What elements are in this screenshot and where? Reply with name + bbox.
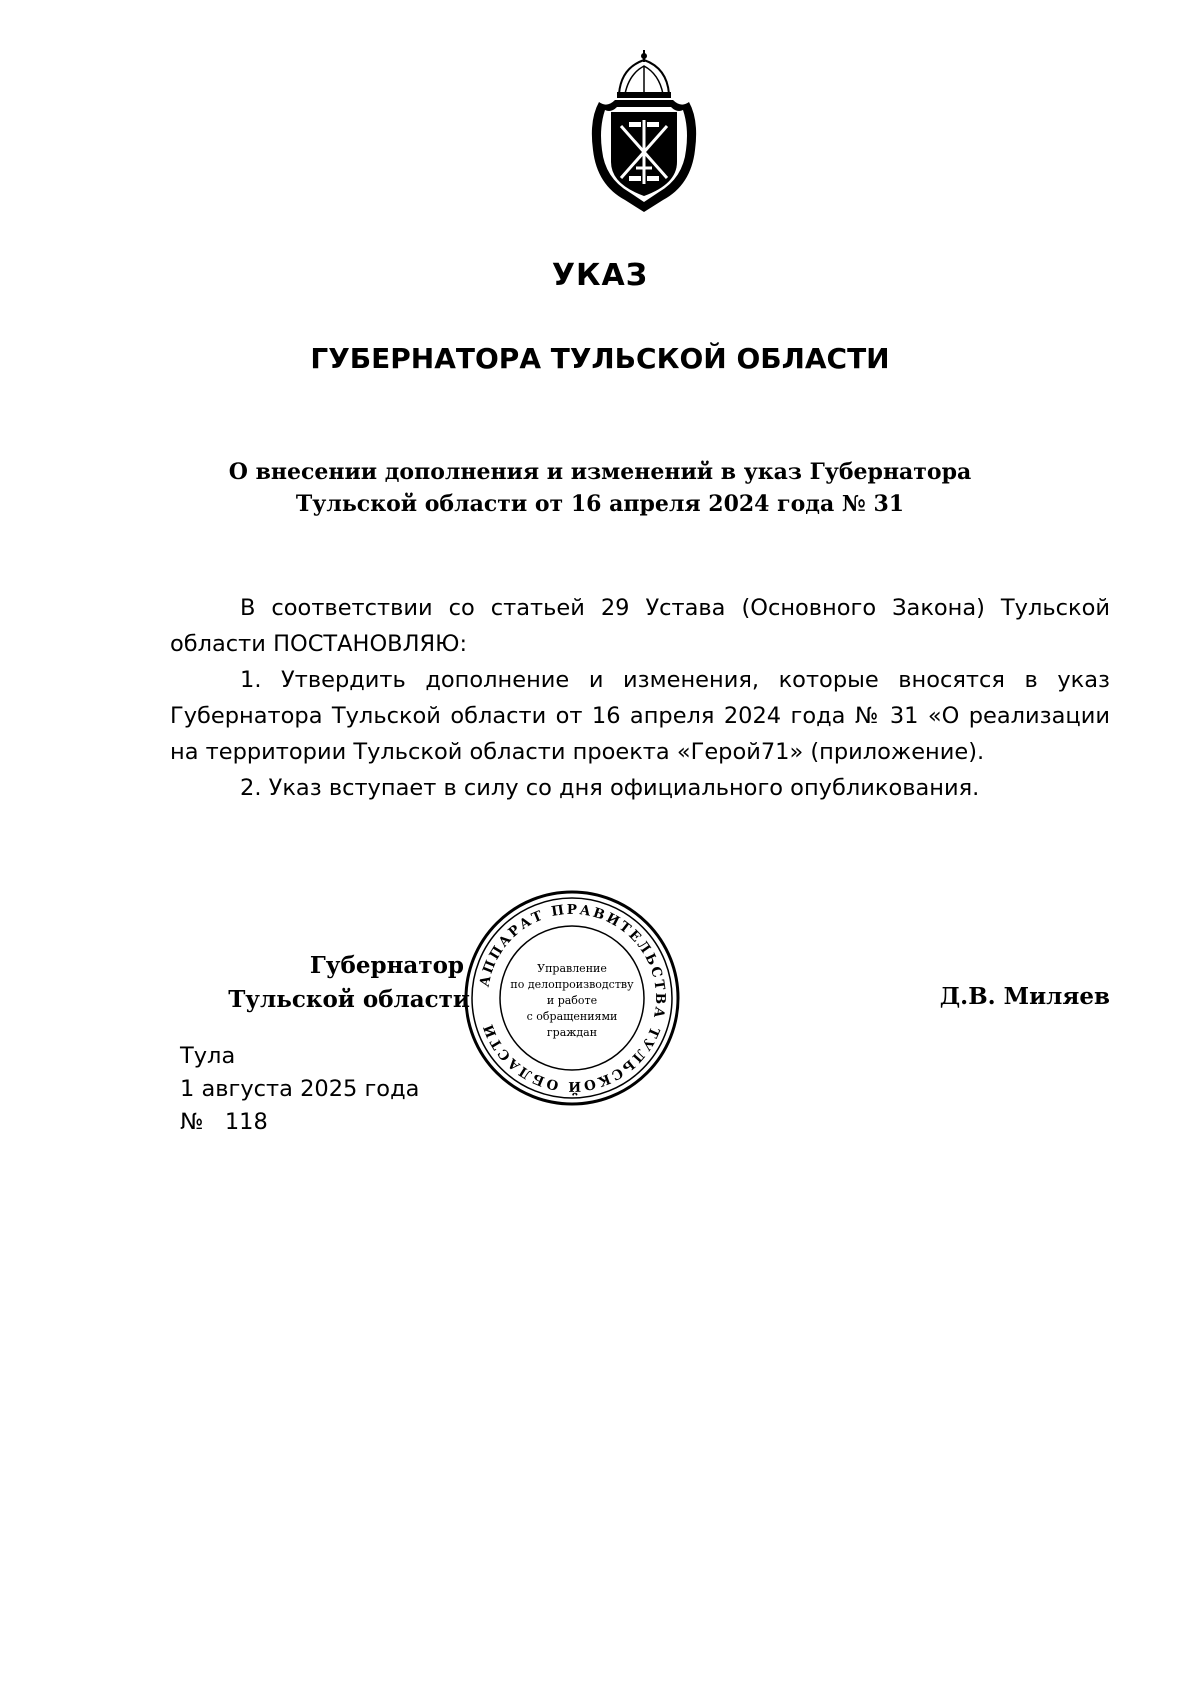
document-type-title: УКАЗ — [551, 258, 649, 293]
clause-1-paragraph: 1. Утвердить дополнение и изменения, которые вносятся в указ Губернатора Тульской области от 16 апреля 2024 года № 31 «О реализации на территории Тульской области проекта «Герой71» (приложение). — [170, 667, 1110, 765]
official-stamp — [462, 888, 682, 1108]
tula-coat-of-arms-icon — [585, 50, 703, 215]
decree-subject — [0, 456, 1200, 520]
signatory-title-line-1: Губернатор — [309, 952, 464, 979]
decree-number: № 118 — [180, 1109, 268, 1135]
subject-line-1: О внесении дополнения и изменений в указ Губернатора — [228, 459, 972, 485]
stamp-center-line-3: и работе — [546, 994, 598, 1007]
city: Тула — [180, 1043, 236, 1069]
stamp-ring-text: АППАРАТ ПРАВИТЕЛЬСТВА ТУЛЬСКОЙ ОБЛАСТИ — [476, 901, 669, 1095]
stamp-center-line-4: с обращениями — [526, 1010, 618, 1023]
stamp-center-line-5: граждан — [546, 1026, 598, 1039]
signatory-title — [200, 949, 470, 1017]
place-date-number — [180, 1040, 419, 1139]
clause-2-paragraph: 2. Указ вступает в силу со дня официального опубликования. — [240, 775, 980, 801]
stamp-center-line-1: Управление — [537, 962, 607, 975]
issuer-title: ГУБЕРНАТОРА ТУЛЬСКОЙ ОБЛАСТИ — [310, 342, 890, 375]
decree-date: 1 августа 2025 года — [180, 1076, 420, 1102]
stamp-center-line-2: по делопроизводству — [510, 978, 634, 991]
preamble-paragraph: В соответствии со статьей 29 Устава (Основного Закона) Тульской области ПОСТАНОВЛЯЮ: — [170, 595, 1110, 657]
decree-body — [170, 590, 1110, 806]
signatory-name: Д.В. Миляев — [939, 983, 1110, 1010]
signatory-title-line-2: Тульской области — [228, 986, 470, 1013]
subject-line-2: Тульской области от 16 апреля 2024 года № 31 — [295, 491, 905, 517]
